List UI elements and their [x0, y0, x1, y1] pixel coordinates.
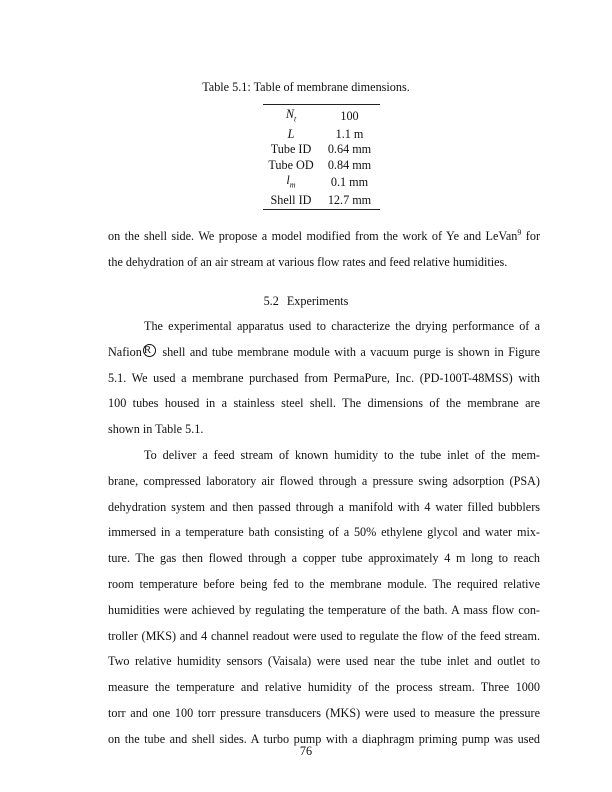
text-line: immersed in a temperature bath consisting of a 50% ethylene glycol and water mix-	[108, 525, 540, 540]
paragraph-apparatus	[108, 314, 540, 443]
text-line: on the tube and shell sides. A turbo pump with a diaphragm priming pump was used	[108, 731, 540, 746]
table-cell-label: Tube OD	[268, 157, 314, 172]
table-cell-label: $N_t$	[285, 107, 297, 124]
registered-trademark-icon: R	[143, 344, 156, 357]
table-cell-value: 12.7 mm	[327, 192, 372, 207]
text-line: The experimental apparatus used to characterize the drying performance of a	[144, 319, 540, 333]
text-line: room temperature before being fed to the membrane module. The required relative	[108, 576, 540, 591]
table-cell-label: L	[287, 126, 295, 141]
text-line: the dehydration of an air stream at various flow rates and feed relative humidities.	[108, 254, 508, 269]
table-cell-label: Tube ID	[270, 142, 312, 157]
intro-paragraph	[108, 224, 540, 276]
table-cell-value: 0.1 mm	[330, 175, 369, 190]
paragraph-feed-stream	[108, 443, 540, 753]
section-heading	[0, 294, 612, 309]
text-line: Nafion R shell and tube membrane module with a vacuum purge is shown in Figure	[108, 343, 541, 359]
text-line: humidities were achieved by regulating the temperature of the bath. A mass flow con-	[108, 602, 540, 617]
text-line: on the shell side. We propose a model modified from the work of Ye and LeVan$^9$ for	[108, 228, 540, 243]
text-line: brane, compressed laboratory air flowed through a pressure swing adsorption (PSA)	[108, 473, 540, 488]
table-row	[263, 193, 380, 210]
text-line: dehydration system and then passed through a manifold with 4 water filled bubblers	[108, 499, 540, 514]
text-line: shown in Table 5.1.	[108, 422, 204, 437]
table-row	[263, 158, 380, 173]
text-line: ture. The gas then flowed through a copper tube approximately 4 m long to reach	[108, 551, 540, 566]
table-cell-value: 1.1 m	[335, 126, 364, 141]
text-line: measure the temperature and relative humidity of the process stream. Three 1000	[108, 680, 540, 695]
membrane-dimensions-table	[263, 104, 380, 210]
table-row	[263, 173, 380, 193]
text-line: Two relative humidity sensors (Vaisala) were used near the tube inlet and outlet to	[108, 654, 540, 669]
table-cell-label: Shell ID	[270, 192, 312, 207]
table-cell-label: $l_m$	[286, 173, 296, 190]
citation-reference: 9	[517, 228, 522, 237]
section-title: Experiments	[286, 294, 349, 308]
text-line: To deliver a feed stream of known humidity to the tube inlet of the mem-	[144, 448, 540, 462]
section-number: 5.2	[263, 294, 279, 308]
table-row	[263, 127, 380, 142]
text-line: 5.1. We used a membrane purchased from PermaPure, Inc. (PD-100T-48MSS) with	[108, 370, 540, 385]
page-number: 76	[299, 744, 313, 758]
text-line: torr and one 100 torr pressure transducers (MKS) were used to measure the pressure	[108, 705, 540, 720]
text-line: 100 tubes housed in a stainless steel shell. The dimensions of the membrane are	[108, 396, 540, 411]
table-row	[263, 105, 380, 127]
table-cell-value: 0.64 mm	[327, 142, 372, 157]
table-cell-value: 0.84 mm	[327, 157, 372, 172]
table-row	[263, 142, 380, 157]
table-cell-value: 100	[340, 109, 359, 124]
table-caption: Table 5.1: Table of membrane dimensions.	[202, 80, 410, 94]
text-line: troller (MKS) and 4 channel readout were used to regulate the flow of the feed stream.	[108, 628, 540, 643]
